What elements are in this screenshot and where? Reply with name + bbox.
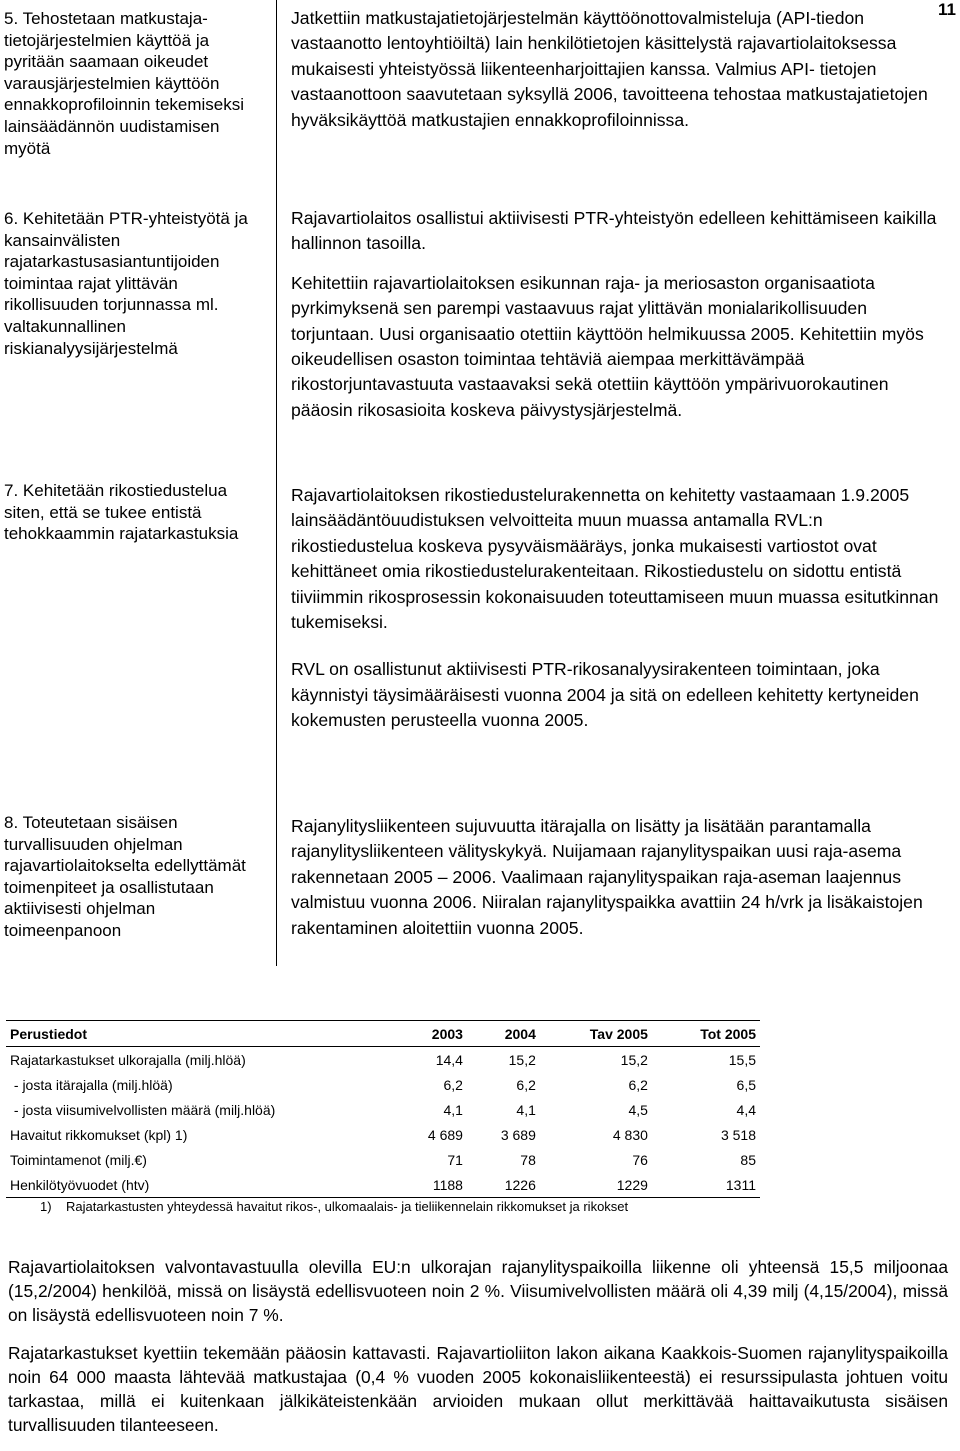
paragraph: RVL on osallistunut aktiivisesti PTR-rikosanalyysirakenteen toimintaan, joka käynnistyi täysimääräisesti vuonna 2004 ja sitä on edelleen kehitetty kertyneiden kokemusten perusteella vuonna 2005. [291,659,919,731]
table-header-cell: 2003 [394,1021,467,1047]
table-cell: 4,1 [443,1101,463,1118]
page-number: 11 [938,0,956,19]
table-header-cell: Tot 2005 [652,1021,760,1047]
measure-8-body [291,814,941,955]
measure-6-body [291,206,941,437]
table-cell: - josta viisumivelvollisten määrä (milj.hlöä) [10,1101,276,1118]
table-cell: 15,5 [728,1051,756,1068]
table-row [6,1172,760,1198]
table-cell: 4 689 [427,1126,463,1143]
paragraph: Rajavartiolaitos osallistui aktiivisesti PTR-yhteistyön edelleen kehittämiseen kaikilla hallinnon tasoilla. [291,208,937,254]
table-cell: 76 [632,1151,648,1168]
table-header-row [6,1021,760,1047]
table-row [6,1047,760,1073]
measure-7-title: 7. Kehitetään rikostiedustelua siten, että se tukee entistä tehokkaammin rajatarkastuksia [4,481,239,544]
table-cell: Havaitut rikkomukset (kpl) 1) [10,1126,188,1143]
measure-6-title: 6. Kehitetään PTR-yhteistyötä ja kansainvälisten rajatarkastusasiantuntijoiden toimintaa rajat ylittävän rikollisuuden torjunnassa ml. valtakunnallinen riskianalyysijärjestelmä [4,209,248,358]
table-cell: 4,1 [516,1101,536,1118]
table-header-cell: Perustiedot [6,1021,394,1047]
table-cell: 15,2 [620,1051,648,1068]
basic-data-table [6,1020,760,1198]
paragraph: Rajanylitysliikenteen sujuvuutta itärajalla on lisätty ja lisätään parantamalla rajanylitysliikenteen välityskykyä. Nuijamaan rajanylityspaikan uusi raja-asema rakennetaan 2005 – 2006. Vaalimaan rajanylityspaikan raja-aseman laajennus valmistuu vuonna 2006. Niiralan rajanylityspaikka avattiin 24 h/vrk ja lisäkaistojen rakentaminen aloitettiin vuonna 2005. [291,816,923,938]
paragraph: Rajatarkastukset kyettiin tekemään pääosin kattavasti. Rajavartioliiton lakon aikana Kaakkois-Suomen rajanylityspaikoilla noin 64 000 maasta lähtevää matkustajaa (0,4 % vuoden 2005 kokonaisliikenteestä) ei resurssipulasta johtuen voitu tarkastaa, millä ei kuitenkaan jälkikäteistenkään arvioiden mukaan ollut merkittävää haittavaikutusta sisäisen turvallisuuden tilanteeseen. [8,1343,948,1435]
table-cell: 14,4 [435,1051,463,1068]
table-row [6,1122,760,1147]
table-cell: 3 689 [500,1126,536,1143]
table-row [6,1147,760,1172]
table-cell: Rajatarkastukset ulkorajalla (milj.hlöä) [10,1051,246,1068]
paragraph: Kehitettiin rajavartiolaitoksen esikunnan raja- ja meriosaston organisaatiota pyrkimyksenä sen parempi vastaavuus rajat ylittävän monialarikollisuuden torjuntaan. Uusi organisaatio otettiin käyttöön helmikuussa 2005. Kehitettiin myös oikeudellisen osaston toimintaa tehtäviä aiempaa merkittävämpää rikostorjuntavastuuta vastaavaksi sekä otettiin käyttöön ympärivuorokautinen pääosin rikosasioita koskeva päivystysjärjestelmä. [291,272,924,420]
table-cell: Toimintamenot (milj.€) [10,1151,147,1168]
table-cell: 85 [740,1151,756,1168]
table-cell: 71 [447,1151,463,1168]
measure-7-body [291,483,941,748]
table-cell: 6,5 [736,1076,756,1093]
summary-text [8,1255,948,1451]
table-cell: 78 [520,1151,536,1168]
table-cell: 6,2 [516,1076,536,1093]
table-cell: - josta itärajalla (milj.hlöä) [10,1076,173,1093]
table-cell: 1188 [394,1172,467,1198]
table-row [6,1072,760,1097]
table-footnote: 1) Rajatarkastusten yhteydessä havaitut rikos-, ulkomaalais- ja tieliikennelain rikkomukset ja rikokset [40,1199,629,1214]
table-cell: 1311 [652,1172,760,1198]
table-cell: 4 830 [612,1126,648,1143]
table-cell: 4,4 [736,1101,756,1118]
measure-8-title: 8. Toteutetaan sisäisen turvallisuuden ohjelman rajavartiolaitokselta edellyttämät toimenpiteet ja osallistutaan aktiivisesti ohjelman toimeenpanoon [4,813,246,940]
paragraph: Rajavartiolaitoksen rikostiedustelurakennetta on kehitetty vastaamaan 1.9.2005 lainsäädäntöuudistuksen velvoitteita muun muassa antamalla RVL:n rikostiedustelua koskeva pysyväismääräys, jonka mukaisesti vartiostot ovat kehittäneet omia rikostiedustelurakenteitaan. Rikostiedustelu on sidottu entistä tiiviimmin rikosprosessin kokonaisuuden toteuttamiseen muun muassa esitutkinnan tukemiseksi. [291,485,939,633]
table-cell: 15,2 [508,1051,536,1068]
measure-5-body [291,6,941,147]
paragraph: Rajavartiolaitoksen valvontavastuulla olevilla EU:n ulkorajan rajanylityspaikoilla liikenne oli yhteensä 15,5 miljoonaa (15,2/2004) henkilöä, missä on lisäystä edellisvuoteen noin 2 %. Viisumivelvollisten määrä oli 4,39 milj (4,15/2004), missä on lisäystä edellisvuoteen noin 7 %. [8,1257,948,1325]
table-header-cell: Tav 2005 [540,1021,652,1047]
table-cell: 3 518 [720,1126,756,1143]
table-cell: 1229 [540,1172,652,1198]
table-cell: 6,2 [443,1076,463,1093]
paragraph: Jatkettiin matkustajatietojärjestelmän käyttöönottovalmisteluja (API-tiedon vastaanotto lentoyhtiöiltä) lain henkilötietojen käsittelystä rajavartiolaitoksessa mukaisesti yhteistyössä liikenteenharjoittajien kanssa. Valmius API- tietojen vastaanottoon saavutetaan syksyllä 2006, tavoitteena tehostaa matkustajatietojen hyväksikäyttöä matkustajien ennakkoprofiloinnissa. [291,8,928,130]
table-cell: Henkilötyövuodet (htv) [6,1172,394,1198]
table-cell: 6,2 [628,1076,648,1093]
table-header-cell: 2004 [467,1021,540,1047]
measure-5-title: 5. Tehostetaan matkustaja-tietojärjestelmien käyttöä ja pyritään saamaan oikeudet varausjärjestelmien käyttöön ennakkoprofiloinnin tekemiseksi lainsäädännön uudistamisen myötä [4,9,245,158]
table-cell: 4,5 [628,1101,648,1118]
column-divider [276,0,277,966]
table-row [6,1097,760,1122]
table-cell: 1226 [467,1172,540,1198]
